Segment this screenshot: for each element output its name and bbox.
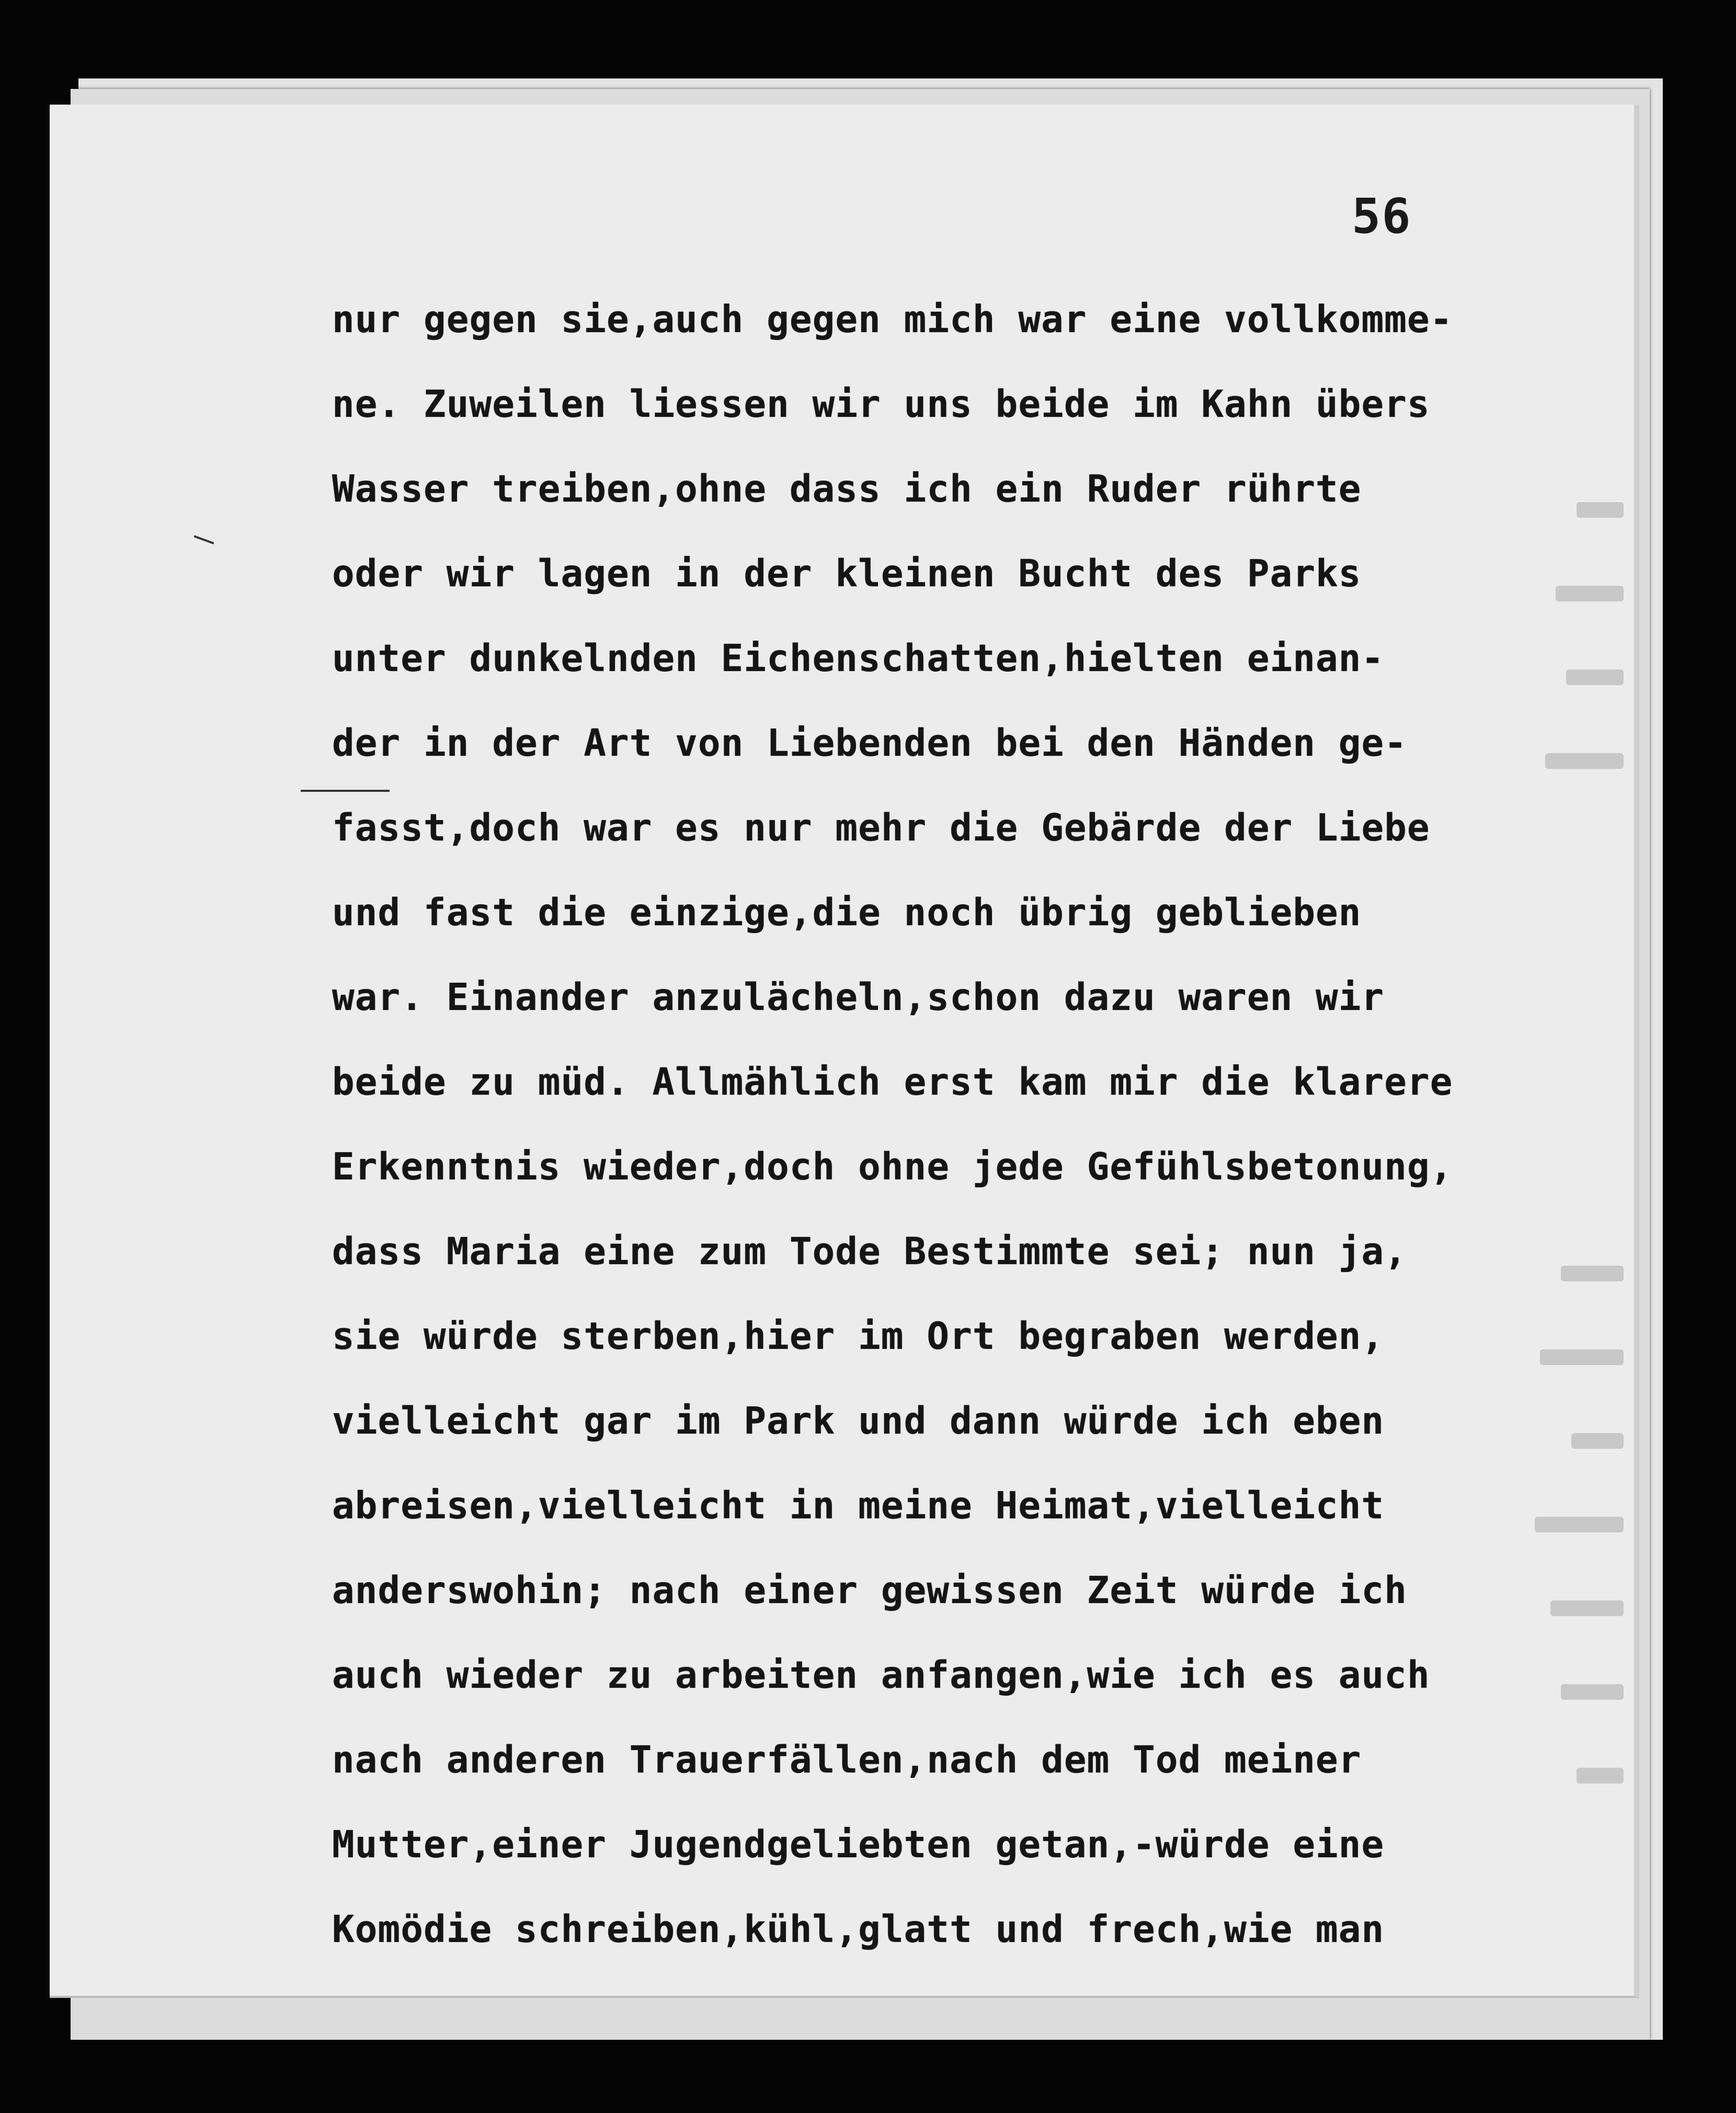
text-line: beide zu müd. Allmählich erst kam mir die klarere [332, 1060, 1453, 1104]
text-line: vielleicht gar im Park und dann würde ich eben [332, 1399, 1385, 1442]
text-line: Komödie schreiben,kühl,glatt und frech,wie man [332, 1907, 1385, 1951]
text-line: unter dunkelnden Eichenschatten,hielten einan- [332, 637, 1385, 680]
text-line: Wasser treiben,ohne dass ich ein Ruder rührte [332, 467, 1362, 510]
text-line: oder wir lagen in der kleinen Bucht des Parks [332, 552, 1362, 595]
text-line: auch wieder zu arbeiten anfangen,wie ich es auch [332, 1653, 1430, 1697]
text-line: ne. Zuweilen liessen wir uns beide im Kahn übers [332, 382, 1430, 426]
text-line: nur gegen sie,auch gegen mich war eine vollkomme- [332, 298, 1453, 341]
text-line: fasst,doch war es nur mehr die Gebärde der Liebe [332, 806, 1430, 849]
text-line: der in der Art von Liebenden bei den Händen ge- [332, 721, 1408, 765]
text-line: anderswohin; nach einer gewissen Zeit würde ich [332, 1569, 1408, 1612]
page-number: 56 [1352, 188, 1412, 244]
body-text [332, 277, 1618, 1972]
text-line: war. Einander anzulächeln,schon dazu waren wir [332, 975, 1385, 1019]
typewritten-page [50, 105, 1639, 1998]
text-line: sie würde sterben,hier im Ort begraben werden, [332, 1314, 1385, 1358]
text-line: und fast die einzige,die noch übrig geblieben [332, 891, 1362, 934]
text-line: nach anderen Trauerfällen,nach dem Tod meiner [332, 1738, 1362, 1781]
text-line: dass Maria eine zum Tode Bestimmte sei; nun ja, [332, 1230, 1408, 1273]
text-line: abreisen,vielleicht in meine Heimat,vielleicht [332, 1484, 1385, 1527]
text-line: Mutter,einer Jugendgeliebten getan,-würde eine [332, 1823, 1385, 1866]
text-line: Erkenntnis wieder,doch ohne jede Gefühlsbetonung, [332, 1145, 1453, 1188]
pen-stroke-mark [301, 790, 390, 792]
pen-tick-mark [194, 535, 214, 544]
